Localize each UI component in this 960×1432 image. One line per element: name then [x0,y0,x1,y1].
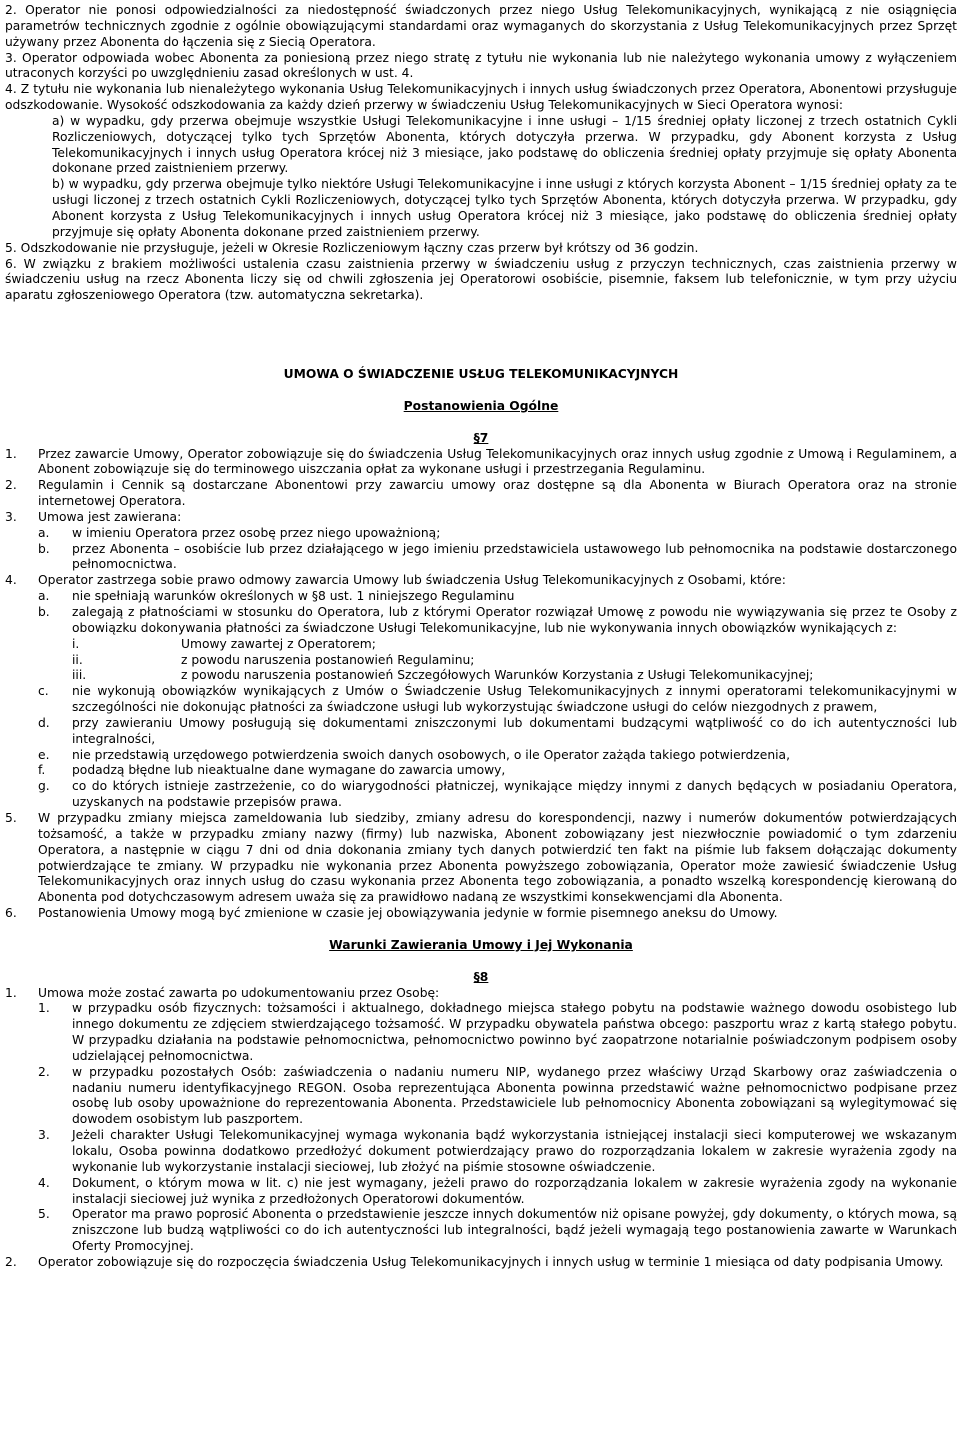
list-text: przez Abonenta – osobiście lub przez działającego w jego imieniu przedstawiciela ustawowego lub pełnomocnika na podstawie dostarczonego pełnomocnictwa. [72,541,957,572]
paragraph-6: 6. W związku z brakiem możliwości ustalenia czasu zaistnienia przerwy w świadczeniu usług z przyczyn technicznych, czas zaistnienia przerwy w świadczeniu usług na rzecz Abonenta liczy się od chwili zgłoszenia jej Operatorowi osobiście, pisemnie, faksem lub telefonicznie, w tym przy użyciu aparatu zgłoszeniowego Operatora (tzw. automatyczna sekretarka). [5,256,957,303]
list-text: nie spełniają warunków określonych w §8 ust. 1 niniejszego Regulaminu [72,589,515,604]
list-item-7-4d [5,716,957,748]
list-item-7-4g [5,779,957,811]
list-letter: c. [38,684,49,699]
list-text: z powodu naruszenia postanowień Regulaminu; [181,652,475,667]
section-heading-general: Postanowienia Ogólne [403,398,559,413]
list-text: Umowa jest zawierana: [38,509,182,524]
list-item-8-2 [5,1255,957,1271]
list-item-7-4b-iii [5,668,957,684]
paragraph-4a: a) w wypadku, gdy przerwa obejmuje wszystkie Usługi Telekomunikacyjne i inne usługi – 1/15 średniej opłaty liczonej z trzech ostatnich Cykli Rozliczeniowych, dotyczącej tylko tych Sprzętów Abonenta, których dotyczyła przerwa. W przypadku, gdy Abonent korzysta z Usług Telekomunikacyjnych i innych usług Operatora krócej niż 3 miesiące, jako podstawę do obliczenia średniej opłaty przyjmuje się opłaty Abonenta dokonane przed zaistnieniem przerwy. [52,113,957,176]
paragraph-mark-8: §8 [473,969,489,984]
list-number: 2. [38,1064,50,1079]
list-number: 3. [38,1128,50,1143]
list-number: 1. [5,446,17,461]
list-item-7-6 [5,906,957,922]
list-item-7-4f [5,763,957,779]
list-roman: i. [72,636,80,651]
list-letter: a. [38,525,50,540]
list-item-7-4b-ii [5,653,957,669]
list-text: Postanowienia Umowy mogą być zmienione w czasie jej obowiązywania jedynie w formie pisemnego aneksu do Umowy. [38,906,778,921]
list-item-7-3 [5,510,957,526]
list-roman: ii. [72,652,83,667]
list-text: Dokument, o którym mowa w lit. c) nie jest wymagany, jeżeli prawo do rozporządzania lokalem w zakresie wyrażenia zgody na wykonanie instalacji sieciowej już wynika z przedłożonych Operatorowi dokumentów. [72,1175,957,1206]
list-letter: f. [38,763,46,778]
list-text: przy zawieraniu Umowy posługują się dokumentami zniszczonymi lub dokumentami budzącymi wątpliwość co do ich autentyczności lub integralności, [72,715,957,746]
paragraph-3: 3. Operator odpowiada wobec Abonenta za poniesioną przez niego stratę z tytułu nie wykonania lub nie należytego wykonania umowy z wyłączeniem utraconych korzyści po uwzględnieniu zasad określonych w ust. 4. [5,50,957,81]
document-page [5,3,957,1271]
list-text: Regulamin i Cennik są dostarczane Abonentowi przy zawarciu umowy oraz dostępne są dla Abonenta w Biurach Operatora oraz na stronie internetowej Operatora. [38,478,957,509]
list-number: 1. [38,1001,50,1016]
list-item-8-1-5 [5,1207,957,1255]
list-roman: iii. [72,668,87,683]
list-item-7-4a [5,589,957,605]
list-item-7-4c [5,684,957,716]
list-item-7-4b-i [5,637,957,653]
list-text: podadzą błędne lub nieaktualne dane wymagane do zawarcia umowy, [72,763,506,778]
list-text: Operator zobowiązuje się do rozpoczęcia świadczenia Usług Telekomunikacyjnych i innych usług w terminie 1 miesiąca od daty podpisania Umowy. [38,1254,944,1269]
list-item-8-1-1 [5,1001,957,1064]
list-text: z powodu naruszenia postanowień Szczegółowych Warunków Korzystania z Usługi Telekomunikacyjnej; [181,668,814,683]
list-text: Operator zastrzega sobie prawo odmowy zawarcia Umowy lub świadczenia Usług Telekomunikacyjnych z Osobami, które: [38,573,786,588]
list-text: Umowy zawartej z Operatorem; [181,636,376,651]
list-text: Przez zawarcie Umowy, Operator zobowiązuje się do świadczenia Usług Telekomunikacyjnych oraz innych usług zgodnie z Umową i Regulaminem, a Abonent zobowiązuje się do terminowego uiszczania opłat za wykonane usługi i przestrzegania Regulaminu. [38,446,957,477]
paragraph-2: 2. Operator nie ponosi odpowiedzialności za niedostępność świadczonych przez niego Usług Telekomunikacyjnych, wynikającą z nie osiągnięcia parametrów technicznych zgodnie z ogólnie obowiązującymi standardami oraz wymaganych do skorzystania z Usług Telekomunikacyjnych przez Sprzęt używany przez Abonenta do łączenia się z Siecią Operatora. [5,3,957,49]
list-number: 5. [5,810,17,825]
list-number: 4. [38,1175,50,1190]
list-item-7-5 [5,811,957,906]
list-number: 5. [38,1207,50,1222]
list-text: W przypadku zmiany miejsca zameldowania lub siedziby, zmiany adresu do korespondencji, nazwy i numerów dokumentów potwierdzających tożsamość, a także w przypadku zmiany nazwy (firmy) lub nazwiska, Abonent zobowiązany jest niezwłocznie powiadomić o tym zdarzeniu Operatora, a następnie w ciągu 7 dni od dnia dokonania zmiany tych danych potwierdzić ten fakt na piśmie lub faksem dołączając dokumenty potwierdzające te zmiany. W przypadku nie wykonania przez Abonenta powyższego zobowiązania, Operator może zawiesić świadczenie Usług Telekomunikacyjnych oraz innych usług do czasu wykonania przez Abonenta tego zobowiązania, a ponadto wszelką korespondencję kierowaną do Abonenta pod dotychczasowym adresem uważa się za prawidłowo nadaną ze wszystkimi konsekwencjami dla Abonenta. [38,810,957,905]
list-item-7-3b [5,542,957,574]
list-number: 2. [5,478,17,493]
list-number: 4. [5,573,17,588]
paragraph-mark-7: §7 [473,430,489,445]
list-item-7-1 [5,447,957,479]
list-letter: a. [38,589,50,604]
list-text: Operator ma prawo poprosić Abonenta o przedstawienie jeszcze innych dokumentów niż opisane powyżej, gdy dokumenty, o których mowa, są zniszczone lub budzą wątpliwości co do ich autentyczności lub integralności, bądź jeżeli wymagają tego postanowienia zawarte w Warunkach Oferty Promocyjnej. [72,1207,957,1254]
list-text: nie przedstawią urzędowego potwierdzenia swoich danych osobowych, o ile Operator zażąda takiego potwierdzenia, [72,747,790,762]
list-text: w imieniu Operatora przez osobę przez niego upoważnioną; [72,525,441,540]
list-item-8-1-4 [5,1176,957,1208]
list-item-8-1-3 [5,1128,957,1176]
list-number: 1. [5,985,17,1000]
list-text: Jeżeli charakter Usługi Telekomunikacyjnej wymaga wykonania bądź wykorzystania istniejącej instalacji sieci komputerowej we wskazanym lokalu, Osoba powinna dodatkowo przedłożyć dokument potwierdzający prawo do rozporządzania lokalem w zakresie wyrażenia zgody na wykonanie lub wykorzystanie instalacji sieciowej, lub złożyć na piśmie stosowne oświadczenie. [72,1128,957,1174]
list-item-8-1-2 [5,1065,957,1128]
list-number: 2. [5,1254,17,1269]
list-text: zalegają z płatnościami w stosunku do Operatora, lub z którymi Operator rozwiązał Umowę z powodu nie wywiązywania się przez te Osoby z obowiązku dokonywania płatności za świadczone Usługi Telekomunikacyjne, lub nie wykonywania innych obowiązków wynikających z: [72,605,957,635]
list-item-7-2 [5,478,957,510]
list-text: co do których istnieje zastrzeżenie, co do wiarygodności płatniczej, wynikające między innymi z danych będących w posiadaniu Operatora, uzyskanych na podstawie przepisów prawa. [72,779,957,810]
list-number: 6. [5,906,17,921]
list-item-8-1 [5,986,957,1002]
list-number: 3. [5,509,17,524]
list-item-7-4b [5,605,957,637]
list-item-7-4 [5,573,957,589]
list-letter: b. [38,605,50,619]
list-letter: e. [38,747,50,762]
list-text: w przypadku osób fizycznych: tożsamości i aktualnego, dokładnego miejsca stałego pobytu na podstawie ważnego dowodu osobistego lub innego dokumentu ze zdjęciem stwierdzającego tożsamość. W przypadku obywatela państwa obcego: paszportu wraz z kartą stałego pobytu. W przypadku działania na podstawie pełnomocnictwa, pełnomocnictwo powinno być zaopatrzone notarialnie poświadczonym podpisem osoby udzielającej pełnomocnictwa. [72,1001,957,1063]
list-text: Umowa może zostać zawarta po udokumentowaniu przez Osobę: [38,985,440,1000]
list-item-7-4e [5,748,957,764]
list-text: nie wykonują obowiązków wynikających z Umów o Świadczenie Usług Telekomunikacyjnych z innymi operatorami telekomunikacyjnymi w szczególności nie dokonując płatności za świadczone usługi lub wykorzystując świadczone usługi do celów niezgodnych z prawem, [72,684,957,715]
paragraph-5: 5. Odszkodowanie nie przysługuje, jeżeli w Okresie Rozliczeniowym łączny czas przerw był krótszy od 36 godzin. [5,240,699,255]
paragraph-4b: b) w wypadku, gdy przerwa obejmuje tylko niektóre Usługi Telekomunikacyjne i inne usługi z których korzysta Abonent – 1/15 średniej opłaty za te usługi liczonej z trzech ostatnich Cykli Rozliczeniowych, dotyczącej tylko tych Sprzętów Abonenta, których dotyczyła przerwa. W przypadku, gdy Abonent korzysta z Usług Telekomunikacyjnych i innych usług Operatora krócej niż 3 miesiące, jako podstawę do obliczenia średniej opłaty przyjmuje się opłaty Abonenta dokonane przed zaistnieniem przerwy. [52,177,957,239]
list-letter: g. [38,779,50,794]
list-text: w przypadku pozostałych Osób: zaświadczenia o nadaniu numeru NIP, wydanego przez właściwy Urząd Skarbowy oraz zaświadczenia o nadaniu numeru identyfikacyjnego REGON. Osoba reprezentująca Abonenta powinna przedstawić ważne pełnomocnictwo podpisane przez osobę lub osoby upoważnione do reprezentowania Abonenta. Przedstawiciele lub pełnomocnicy Abonenta zobowiązani są wylegitymować się dowodem osobistym lub paszportem. [72,1064,957,1127]
list-item-7-3a [5,526,957,542]
paragraph-4: 4. Z tytułu nie wykonania lub nienależytego wykonania Usług Telekomunikacyjnych i innych usług świadczonych przez Operatora, Abonentowi przysługuje odszkodowanie. Wysokość odszkodowania za każdy dzień przerwy w świadczeniu Usług Telekomunikacyjnych w Sieci Operatora wynosi: [5,82,957,113]
section-heading-conditions: Warunki Zawierania Umowy i Jej Wykonania [329,937,633,952]
list-letter: b. [38,541,50,556]
list-letter: d. [38,715,50,730]
document-title: UMOWA O ŚWIADCZENIE USŁUG TELEKOMUNIKACYJNYCH [283,367,679,382]
